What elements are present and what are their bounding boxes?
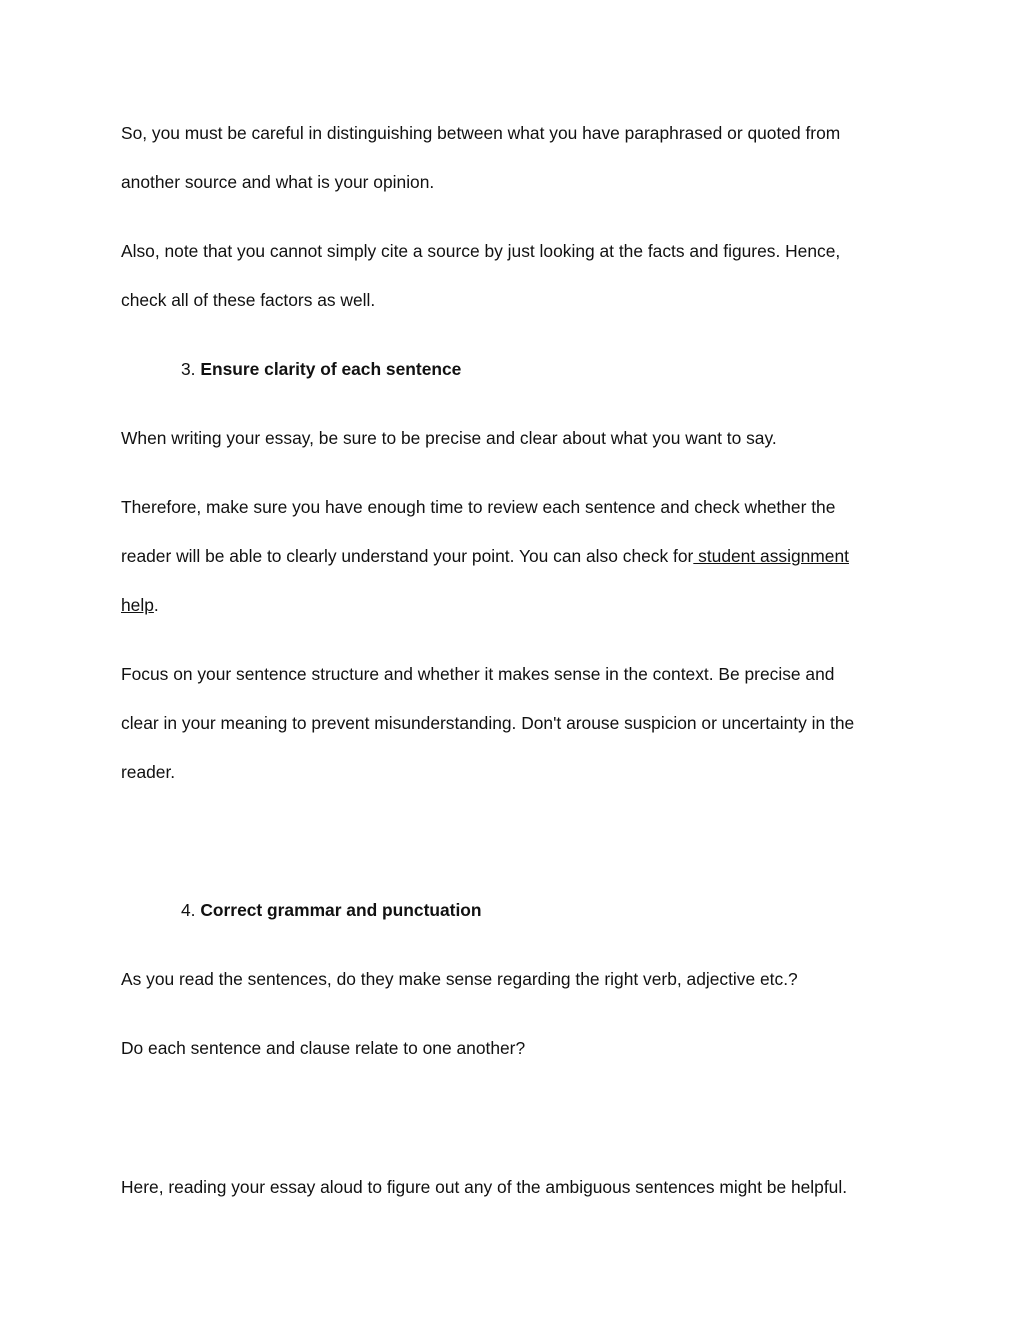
paragraph-6-line-1: As you read the sentences, do they make sense regarding the right verb, adjective etc.?	[121, 969, 798, 989]
section-number: 4.	[181, 900, 196, 920]
paragraph-4-end-punct: .	[153, 595, 159, 615]
paragraph-5-line-3: reader.	[121, 762, 176, 782]
student-assignment-help-link-continued[interactable]: help	[121, 595, 154, 615]
section-number: 3.	[181, 359, 196, 379]
paragraph-1-line-1: So, you must be careful in distinguishing between what you have paraphrased or quoted from	[121, 123, 841, 143]
paragraph-7-line-1: Do each sentence and clause relate to one another?	[121, 1038, 526, 1058]
paragraph-1-line-2: another source and what is your opinion.	[121, 172, 435, 192]
paragraph-3-line-1: When writing your essay, be sure to be precise and clear about what you want to say.	[121, 428, 777, 448]
paragraph-8-line-1: Here, reading your essay aloud to figure out any of the ambiguous sentences might be helpful.	[121, 1177, 848, 1197]
section-heading-3	[181, 358, 461, 380]
section-title: Correct grammar and punctuation	[200, 900, 482, 920]
paragraph-4-line-1: Therefore, make sure you have enough time to review each sentence and check whether the	[121, 497, 836, 517]
paragraph-2-line-1: Also, note that you cannot simply cite a source by just looking at the facts and figures. Hence,	[121, 241, 841, 261]
paragraph-4-line-2	[121, 545, 849, 567]
paragraph-2-line-2: check all of these factors as well.	[121, 290, 376, 310]
section-heading-4	[181, 899, 482, 921]
section-title: Ensure clarity of each sentence	[200, 359, 462, 379]
paragraph-4-line-2-text: reader will be able to clearly understand your point. You can also check for	[121, 546, 694, 566]
paragraph-4-line-3	[121, 594, 159, 616]
paragraph-5-line-1: Focus on your sentence structure and whether it makes sense in the context. Be precise and	[121, 664, 835, 684]
paragraph-5-line-2: clear in your meaning to prevent misunderstanding. Don't arouse suspicion or uncertainty in the	[121, 713, 855, 733]
student-assignment-help-link[interactable]: student assignment	[693, 546, 849, 566]
